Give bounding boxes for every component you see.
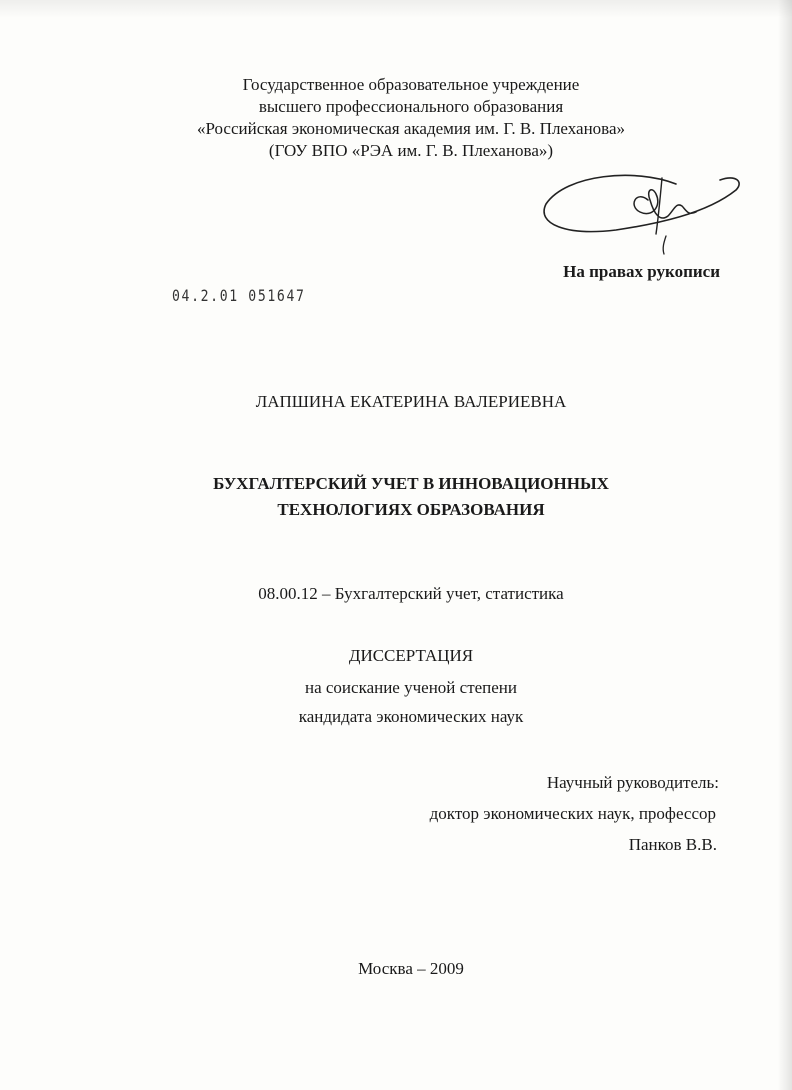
specialty: 08.00.12 – Бухгалтерский учет, статистика [258,584,564,603]
header-line-3: «Российская экономическая академия им. Г. В. Плеханова» [196,119,626,138]
archive-stamp-number: 04.2.01 051647 [172,286,306,305]
author-name: ЛАПШИНА ЕКАТЕРИНА ВАЛЕРИЕВНА [255,392,567,411]
degree-line-1: на соискание ученой степени [304,678,518,697]
header-line-4: (ГОУ ВПО «РЭА им. Г. В. Плеханова») [268,141,554,160]
header-line-1: Государственное образовательное учреждение [242,75,580,94]
scan-edge-shadow [778,0,792,1090]
title-line-2: ТЕХНОЛОГИЯХ ОБРАЗОВАНИЯ [277,500,545,519]
header-line-2: высшего профессионального образования [258,97,564,116]
place-year: Москва – 2009 [358,959,464,978]
signature-image [536,160,746,264]
rights-note: На правах рукописи [563,262,720,281]
degree-line-2: кандидата экономических наук [298,707,524,726]
title-line-1: БУХГАЛТЕРСКИЙ УЧЕТ В ИННОВАЦИОННЫХ [213,474,609,493]
supervisor-degree: доктор экономических наук, профессор [429,804,716,823]
scan-top-shadow [0,0,792,18]
supervisor-label: Научный руководитель: [546,773,719,792]
supervisor-name: Панков В.В. [628,835,717,854]
work-type: ДИССЕРТАЦИЯ [348,646,474,665]
